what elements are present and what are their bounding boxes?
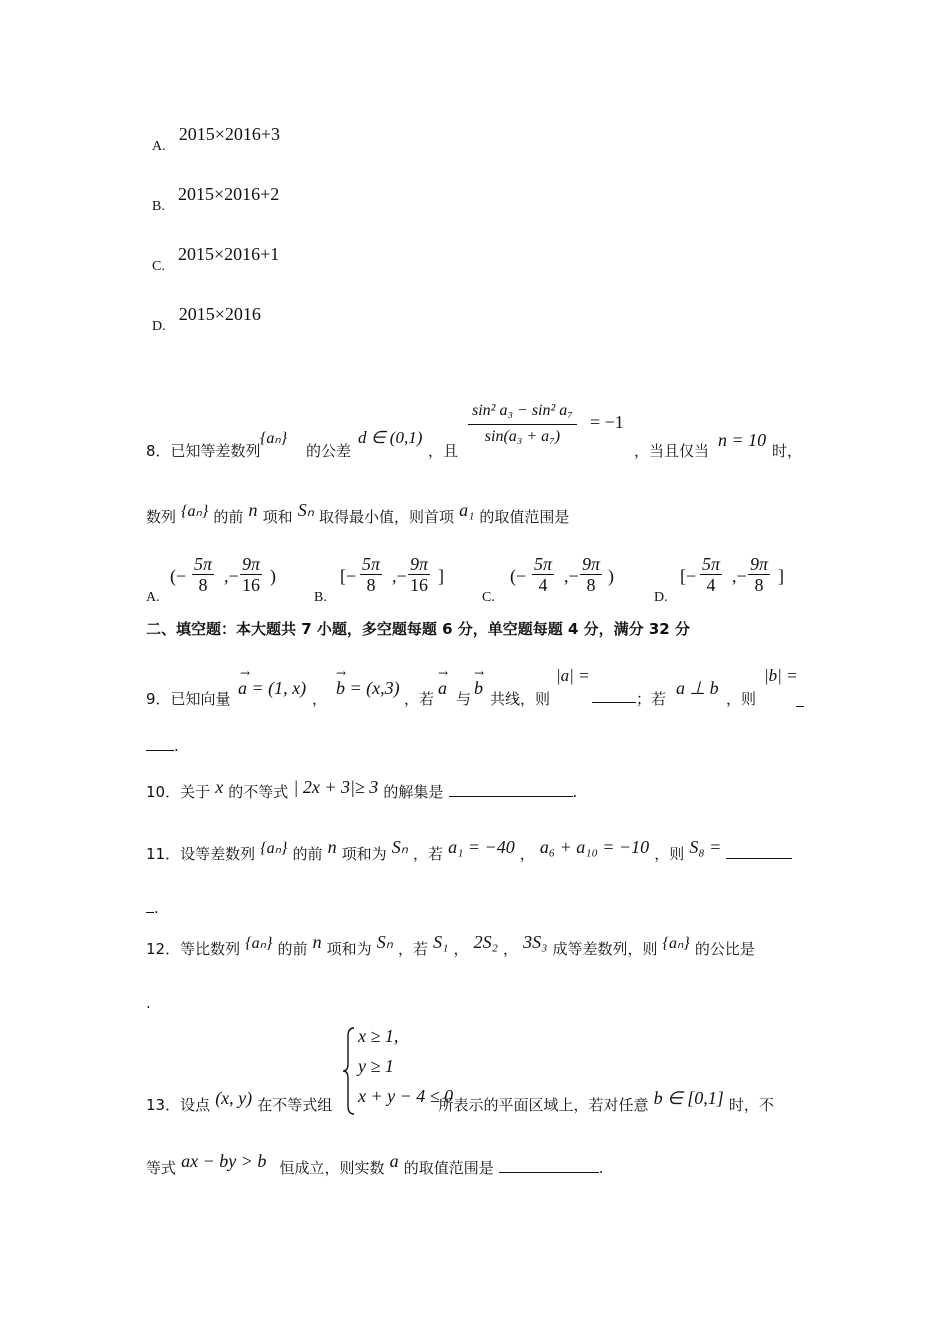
q11-text: 的前 xyxy=(292,845,323,863)
option-bracket: [− xyxy=(340,566,357,586)
q8-text: 数列 xyxy=(146,508,177,526)
q12-text: 项和为 xyxy=(326,940,372,958)
q11-text: ，则 xyxy=(654,845,685,863)
answer-blank[interactable] xyxy=(796,690,804,707)
q8-eq: = −1 xyxy=(590,412,624,432)
vector-arrow-icon: → xyxy=(336,666,347,680)
q9-vb: b xyxy=(474,678,483,698)
q11-n: n xyxy=(327,837,337,857)
q9-text: ，则 xyxy=(726,690,757,708)
fraction-denominator: 8 xyxy=(366,575,376,595)
q12-text: 的前 xyxy=(277,940,308,958)
q9-abs-a: |a| = xyxy=(556,666,590,685)
q8-text: 项和 xyxy=(262,508,293,526)
q8-text: 的前 xyxy=(213,508,244,526)
q11-continuation xyxy=(146,896,159,917)
q13-inequality: ax − by > b xyxy=(181,1151,267,1171)
q11-tail: . xyxy=(154,899,159,917)
fraction xyxy=(532,554,554,595)
q8-text: ，且 xyxy=(428,442,459,460)
q11-seq: {aₙ} xyxy=(260,840,288,857)
fraction-numerator: 9π xyxy=(242,554,261,574)
option-label: B. xyxy=(314,590,327,605)
option-bracket: [− xyxy=(680,566,697,586)
q11-text: ，若 xyxy=(413,845,444,863)
q11-text: 11．设等差数列 xyxy=(146,845,256,863)
q10-tail: . xyxy=(572,783,578,801)
section-heading: 二、填空题：本大题共 7 小题，多空题每题 6 分，单空题每题 4 分，满分 32 分 xyxy=(146,620,690,638)
q9-text: ；若 xyxy=(636,690,667,708)
q9-continuation xyxy=(146,734,179,755)
option-bracket: (− xyxy=(510,566,527,586)
option-label: A. xyxy=(152,139,166,154)
q13-text: 的取值范围是 xyxy=(403,1159,494,1177)
q8-options xyxy=(146,554,806,606)
fraction-denominator: 8 xyxy=(586,575,596,595)
q12-text: ， xyxy=(502,940,518,958)
q8-d: d ∈ (0,1) xyxy=(358,428,423,447)
option-sep: ,− xyxy=(224,566,239,586)
q9-text: ， xyxy=(312,690,328,708)
q12-S1: S₁ xyxy=(433,932,449,952)
fraction-denominator: 8 xyxy=(198,575,208,595)
fraction-denominator: 4 xyxy=(538,575,548,595)
option-text: 2015×2016 xyxy=(178,304,261,324)
fraction-denominator: sin(a₃ + a₇) xyxy=(484,428,561,445)
q12-line xyxy=(146,932,810,966)
q11-S: Sₙ xyxy=(391,837,408,857)
q9-text: ，若 xyxy=(404,690,435,708)
q13-line1 xyxy=(146,1088,810,1120)
q10-inequality: | 2x + 3|≥ 3 xyxy=(293,777,379,797)
option-label: C. xyxy=(482,590,495,605)
option-sep: ,− xyxy=(392,566,407,586)
option-sep: ,− xyxy=(564,566,579,586)
q9-text: 共线，则 xyxy=(490,690,551,708)
fraction xyxy=(408,554,430,595)
q9-vector-a: a = (1, x) xyxy=(238,678,307,698)
q11-text: ， xyxy=(519,845,535,863)
q13-text: 在不等式组 xyxy=(257,1096,333,1114)
q10-text: 的解集是 xyxy=(383,783,444,801)
fraction-numerator: sin² a₃ − sin² a₇ xyxy=(468,398,577,425)
q12-n: n xyxy=(312,932,322,952)
fraction xyxy=(580,554,602,595)
answer-blank[interactable] xyxy=(499,1156,599,1173)
q9-va: a xyxy=(438,678,447,698)
system-row: x ≥ 1, xyxy=(358,1026,399,1046)
q10-line xyxy=(146,776,577,806)
system-row: x + y − 4 ≤ 0 xyxy=(358,1086,454,1106)
option-label: D. xyxy=(654,590,668,605)
answer-blank[interactable] xyxy=(146,896,154,913)
vector-arrow-icon: → xyxy=(474,666,485,680)
q9-perp: a ⊥ b xyxy=(676,678,719,698)
fraction xyxy=(748,554,770,595)
q10-x: x xyxy=(215,777,224,797)
q8-text: 时， xyxy=(772,442,803,460)
q12-seq: {aₙ} xyxy=(662,935,690,952)
option-text: 2015×2016+3 xyxy=(178,124,281,144)
q8-S: Sₙ xyxy=(297,500,314,520)
fraction-denominator: 8 xyxy=(754,575,764,595)
q10-text: 的不等式 xyxy=(228,783,289,801)
fraction-numerator: 5π xyxy=(194,554,213,574)
answer-blank[interactable] xyxy=(726,842,792,859)
option-text: 2015×2016+2 xyxy=(177,184,280,204)
q8-text: 8．已知等差数列 xyxy=(146,442,261,460)
fraction xyxy=(240,554,262,595)
q11-S8: S₈ = xyxy=(689,837,722,857)
q11-cond2: a₆ + a₁₀ = −10 xyxy=(539,837,650,857)
fraction-numerator: 9π xyxy=(410,554,429,574)
q8-seq: {aₙ} xyxy=(181,503,209,520)
vector-arrow-icon: → xyxy=(240,666,251,680)
fraction-numerator: 5π xyxy=(702,554,721,574)
q13-text: 时，不 xyxy=(728,1096,774,1114)
fraction-numerator: 9π xyxy=(750,554,769,574)
fraction-denominator: 4 xyxy=(706,575,716,595)
q12-text: 12．等比数列 xyxy=(146,940,241,958)
q11-text: 项和为 xyxy=(341,845,387,863)
q13-b: b ∈ [0,1] xyxy=(653,1088,724,1108)
q13-var: a xyxy=(389,1151,399,1171)
option-text: 2015×2016+1 xyxy=(177,244,280,264)
q13-text: 所表示的平面区域上，若对任意 xyxy=(438,1096,649,1114)
q13-point: (x, y) xyxy=(215,1088,253,1108)
q8-text: 取得最小值，则首项 xyxy=(318,508,454,526)
q12-2S2: 2S₂ xyxy=(473,932,498,952)
option-bracket: ) xyxy=(270,566,276,586)
q12-seq: {aₙ} xyxy=(245,935,273,952)
q12-text: ， xyxy=(453,940,469,958)
q13-line2 xyxy=(146,1150,604,1182)
q12-tail: . xyxy=(146,994,151,1012)
q12-text: 的公比是 xyxy=(694,940,755,958)
q8-text: ，当且仅当 xyxy=(634,442,710,460)
system-row: y ≥ 1 xyxy=(358,1056,394,1076)
fraction xyxy=(700,554,722,595)
fraction-denominator: 16 xyxy=(410,575,429,595)
answer-blank[interactable] xyxy=(146,734,174,751)
fraction-numerator: 9π xyxy=(582,554,601,574)
option-sep: ,− xyxy=(732,566,747,586)
q13-text: 恒成立，则实数 xyxy=(279,1159,385,1177)
q12-3S3: 3S₃ xyxy=(523,932,548,952)
option-bracket: ) xyxy=(608,566,614,586)
q9-text: 9．已知向量 xyxy=(146,690,231,708)
q8-line2 xyxy=(146,500,569,532)
q9-line xyxy=(146,652,806,712)
q13-tail: . xyxy=(598,1159,604,1177)
option-label: A. xyxy=(146,590,160,605)
q12-text: 成等差数列，则 xyxy=(552,940,658,958)
q9-text: 与 xyxy=(456,690,472,708)
q10-text: 10．关于 xyxy=(146,783,211,801)
option-bracket: ] xyxy=(438,566,444,586)
option-bracket: (− xyxy=(170,566,187,586)
q8-line1 xyxy=(146,398,826,468)
q8-fraction xyxy=(468,398,577,449)
q12-text: ，若 xyxy=(398,940,429,958)
q8-seq: {aₙ} xyxy=(260,430,288,447)
q11-cond1: a₁ = −40 xyxy=(448,837,515,857)
fraction-denominator: 16 xyxy=(242,575,261,595)
q9-tail: . xyxy=(174,737,179,755)
q7-option-d xyxy=(152,304,261,334)
option-label: D. xyxy=(152,319,166,334)
fraction-numerator: 5π xyxy=(362,554,381,574)
q13-text: 等式 xyxy=(146,1159,177,1177)
q11-line xyxy=(146,836,810,868)
q13-text: 13．设点 xyxy=(146,1096,211,1114)
q8-n: n xyxy=(248,500,258,520)
fraction xyxy=(192,554,214,595)
vector-arrow-icon: → xyxy=(438,666,449,680)
option-bracket: ] xyxy=(778,566,784,586)
q8-text: 的取值范围是 xyxy=(479,508,570,526)
fraction-numerator: 5π xyxy=(534,554,553,574)
q8-n: n = 10 xyxy=(718,430,767,450)
q8-text: 的公差 xyxy=(306,442,352,460)
option-label: B. xyxy=(152,199,165,214)
fraction xyxy=(360,554,382,595)
q7-option-a xyxy=(152,124,281,154)
q7-option-c xyxy=(152,244,280,274)
answer-blank[interactable] xyxy=(592,686,636,703)
q8-a1: a₁ xyxy=(459,500,475,520)
q12-S: Sₙ xyxy=(376,932,393,952)
q9-abs-b: |b| = xyxy=(764,666,798,685)
q9-vector-b: b = (x,3) xyxy=(336,678,400,698)
q7-option-b xyxy=(152,184,280,214)
answer-blank[interactable] xyxy=(449,780,573,797)
option-label: C. xyxy=(152,259,165,274)
